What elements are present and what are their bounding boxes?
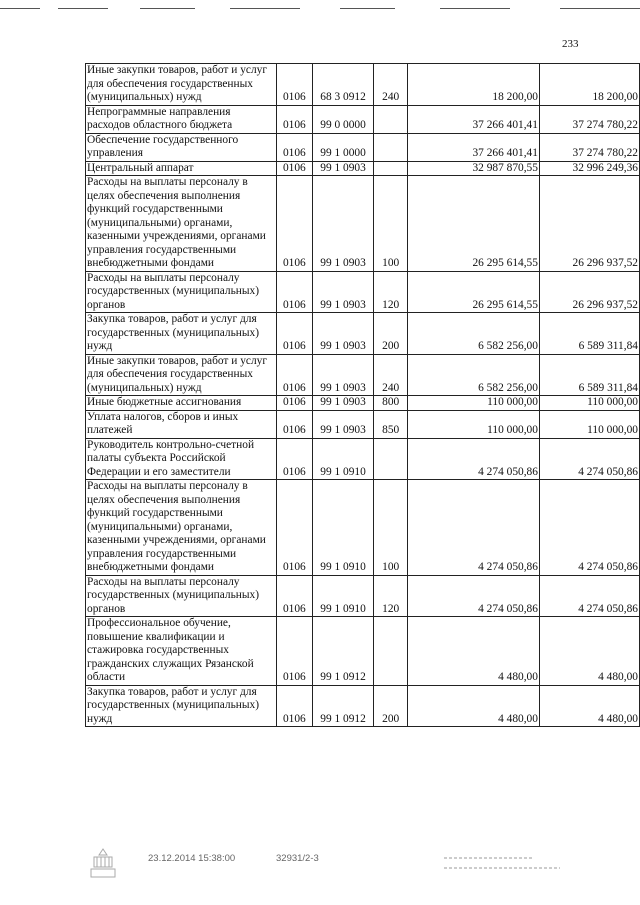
row-section-code: 0106 bbox=[276, 133, 312, 161]
row-sum-second: 110 000,00 bbox=[539, 396, 639, 411]
row-sum-second: 4 274 050,86 bbox=[539, 575, 639, 617]
row-name: Расходы на выплаты персоналу государственных (муниципальных) органов bbox=[86, 575, 277, 617]
row-expense-type: 100 bbox=[374, 176, 408, 272]
row-name: Руководитель контрольно-счетной палаты субъекта Российской Федерации и его заместители bbox=[86, 438, 277, 480]
row-section-code: 0106 bbox=[276, 396, 312, 411]
faded-watermark-note bbox=[440, 852, 580, 874]
row-name: Расходы на выплаты персоналу в целях обеспечения выполнения функций государственными (муниципальными) органами, казенными учреждениями, органами управления государственными внебюджетными фондами bbox=[86, 480, 277, 576]
row-target-code: 99 1 0903 bbox=[312, 176, 374, 272]
page-top-edge bbox=[0, 8, 640, 10]
row-target-code: 99 1 0910 bbox=[312, 575, 374, 617]
row-name: Иные бюджетные ассигнования bbox=[86, 396, 277, 411]
row-expense-type: 200 bbox=[374, 685, 408, 727]
row-sum-first: 18 200,00 bbox=[407, 64, 539, 106]
table-row bbox=[86, 685, 640, 727]
row-expense-type: 120 bbox=[374, 575, 408, 617]
row-name: Профессиональное обучение, повышение квалификации и стажировка государственных гражданских служащих Рязанской области bbox=[86, 617, 277, 686]
table-row bbox=[86, 176, 640, 272]
table-row bbox=[86, 133, 640, 161]
row-expense-type bbox=[374, 161, 408, 176]
page-number: 233 bbox=[562, 38, 579, 50]
row-sum-second: 4 274 050,86 bbox=[539, 438, 639, 480]
row-name: Непрограммные направления расходов областного бюджета bbox=[86, 105, 277, 133]
seal-stamp bbox=[87, 846, 119, 880]
table-row bbox=[86, 313, 640, 355]
table-row bbox=[86, 617, 640, 686]
row-sum-second: 4 274 050,86 bbox=[539, 480, 639, 576]
row-sum-second: 32 996 249,36 bbox=[539, 161, 639, 176]
row-sum-first: 110 000,00 bbox=[407, 396, 539, 411]
table-row bbox=[86, 396, 640, 411]
row-expense-type: 800 bbox=[374, 396, 408, 411]
row-expense-type: 200 bbox=[374, 313, 408, 355]
row-section-code: 0106 bbox=[276, 480, 312, 576]
row-section-code: 0106 bbox=[276, 161, 312, 176]
row-expense-type: 100 bbox=[374, 480, 408, 576]
row-section-code: 0106 bbox=[276, 105, 312, 133]
row-target-code: 99 1 0910 bbox=[312, 480, 374, 576]
table-row bbox=[86, 354, 640, 396]
row-section-code: 0106 bbox=[276, 438, 312, 480]
row-sum-second: 4 480,00 bbox=[539, 617, 639, 686]
row-target-code: 99 1 0912 bbox=[312, 617, 374, 686]
row-name: Закупка товаров, работ и услуг для государственных (муниципальных) нужд bbox=[86, 685, 277, 727]
row-sum-second: 4 480,00 bbox=[539, 685, 639, 727]
row-sum-second: 37 274 780,22 bbox=[539, 133, 639, 161]
table-row bbox=[86, 575, 640, 617]
row-name: Закупка товаров, работ и услуг для государственных (муниципальных) нужд bbox=[86, 313, 277, 355]
row-target-code: 99 1 0903 bbox=[312, 271, 374, 313]
row-sum-first: 37 266 401,41 bbox=[407, 133, 539, 161]
row-sum-first: 26 295 614,55 bbox=[407, 176, 539, 272]
table-row bbox=[86, 64, 640, 106]
row-section-code: 0106 bbox=[276, 575, 312, 617]
row-sum-first: 6 582 256,00 bbox=[407, 354, 539, 396]
row-name: Иные закупки товаров, работ и услуг для обеспечения государственных (муниципальных) нужд bbox=[86, 354, 277, 396]
table-row bbox=[86, 438, 640, 480]
row-expense-type: 850 bbox=[374, 410, 408, 438]
table-row bbox=[86, 410, 640, 438]
row-section-code: 0106 bbox=[276, 354, 312, 396]
row-target-code: 68 3 0912 bbox=[312, 64, 374, 106]
row-sum-first: 6 582 256,00 bbox=[407, 313, 539, 355]
row-section-code: 0106 bbox=[276, 313, 312, 355]
row-name: Расходы на выплаты персоналу в целях обеспечения выполнения функций государственными (муниципальными) органами, казенными учреждениями, органами управления государственными внебюджетными фондами bbox=[86, 176, 277, 272]
row-sum-first: 4 274 050,86 bbox=[407, 575, 539, 617]
row-sum-second: 26 296 937,52 bbox=[539, 176, 639, 272]
row-sum-first: 4 480,00 bbox=[407, 685, 539, 727]
row-target-code: 99 1 0903 bbox=[312, 396, 374, 411]
row-sum-first: 32 987 870,55 bbox=[407, 161, 539, 176]
budget-table bbox=[85, 63, 640, 727]
row-name: Обеспечение государственного управления bbox=[86, 133, 277, 161]
row-name: Центральный аппарат bbox=[86, 161, 277, 176]
row-sum-first: 26 295 614,55 bbox=[407, 271, 539, 313]
row-sum-first: 4 274 050,86 bbox=[407, 480, 539, 576]
footer-timestamp: 23.12.2014 15:38:00 bbox=[148, 853, 236, 864]
row-target-code: 99 1 0903 bbox=[312, 354, 374, 396]
row-name: Иные закупки товаров, работ и услуг для обеспечения государственных (муниципальных) нужд bbox=[86, 64, 277, 106]
row-section-code: 0106 bbox=[276, 685, 312, 727]
row-target-code: 99 1 0912 bbox=[312, 685, 374, 727]
row-section-code: 0106 bbox=[276, 176, 312, 272]
row-section-code: 0106 bbox=[276, 64, 312, 106]
row-name: Расходы на выплаты персоналу государственных (муниципальных) органов bbox=[86, 271, 277, 313]
table-row bbox=[86, 480, 640, 576]
row-section-code: 0106 bbox=[276, 410, 312, 438]
footer-doc-number: 32931/2-3 bbox=[276, 853, 319, 864]
row-sum-second: 110 000,00 bbox=[539, 410, 639, 438]
row-sum-first: 4 274 050,86 bbox=[407, 438, 539, 480]
row-target-code: 99 0 0000 bbox=[312, 105, 374, 133]
row-name: Уплата налогов, сборов и иных платежей bbox=[86, 410, 277, 438]
row-sum-first: 4 480,00 bbox=[407, 617, 539, 686]
row-target-code: 99 1 0000 bbox=[312, 133, 374, 161]
row-section-code: 0106 bbox=[276, 617, 312, 686]
row-sum-second: 26 296 937,52 bbox=[539, 271, 639, 313]
table-row bbox=[86, 161, 640, 176]
row-sum-first: 37 266 401,41 bbox=[407, 105, 539, 133]
row-target-code: 99 1 0910 bbox=[312, 438, 374, 480]
row-target-code: 99 1 0903 bbox=[312, 313, 374, 355]
row-expense-type bbox=[374, 438, 408, 480]
row-expense-type bbox=[374, 133, 408, 161]
row-sum-second: 6 589 311,84 bbox=[539, 313, 639, 355]
row-sum-second: 37 274 780,22 bbox=[539, 105, 639, 133]
row-sum-second: 6 589 311,84 bbox=[539, 354, 639, 396]
row-target-code: 99 1 0903 bbox=[312, 410, 374, 438]
row-section-code: 0106 bbox=[276, 271, 312, 313]
table-row bbox=[86, 271, 640, 313]
row-sum-first: 110 000,00 bbox=[407, 410, 539, 438]
row-sum-second: 18 200,00 bbox=[539, 64, 639, 106]
row-expense-type: 240 bbox=[374, 64, 408, 106]
table-row bbox=[86, 105, 640, 133]
row-target-code: 99 1 0903 bbox=[312, 161, 374, 176]
row-expense-type: 240 bbox=[374, 354, 408, 396]
row-expense-type: 120 bbox=[374, 271, 408, 313]
row-expense-type bbox=[374, 105, 408, 133]
row-expense-type bbox=[374, 617, 408, 686]
